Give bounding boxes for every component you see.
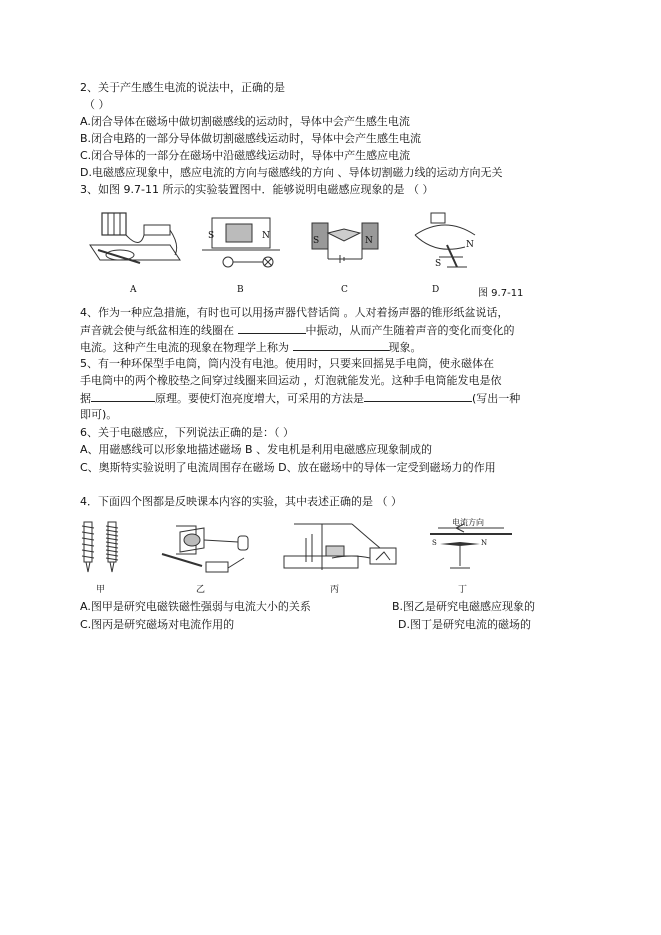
figure-c-s-pole: S <box>313 236 320 246</box>
q6-options-ab: A、用磁感线可以形象地描述磁场 B 、发电机是利用电磁感应现象制成的 <box>80 443 433 456</box>
figure-yi-apparatus <box>152 518 252 580</box>
q2-option-b: B.闭合电路的一部分导体做切割磁感线运动时，导体中会产生感生电流 <box>80 132 422 145</box>
figure-jia-label: 甲 <box>96 585 106 595</box>
q2-answer-paren: （ ） <box>84 98 110 111</box>
q4-line-2-end: 中振动，从而产生随着声音的变化而变化的 <box>305 324 515 337</box>
q4-line-3-start: 电流。这种产生电流的现象在物理学上称为 <box>80 341 293 354</box>
figure-ding-label: 丁 <box>458 585 468 595</box>
figure-b-label: B <box>237 285 244 295</box>
figure-jia-electromagnets <box>78 518 128 578</box>
q5-blank-2[interactable] <box>364 390 472 402</box>
q4-line-2 <box>80 322 515 339</box>
q4-blank-2[interactable] <box>293 339 389 351</box>
figure-b-s-pole: S <box>208 231 215 241</box>
q5-line-3-mid: 原理。要使灯泡亮度增大，可采用的方法是 <box>155 392 364 405</box>
q5-blank-1[interactable] <box>91 390 155 402</box>
figure-c-n-pole: N <box>365 236 373 246</box>
q3-stem: 3、如图 9.7-11 所示的实验装置图中．能够说明电磁感应现象的是 （ ） <box>80 183 434 196</box>
q5-line-1: 5、有一种环保型手电筒，筒内没有电池。使用时，只要来回摇晃手电筒，使永磁体在 <box>80 357 494 370</box>
q7-stem: 4．下面四个图都是反映课本内容的实验，其中表述正确的是 （ ） <box>80 495 402 508</box>
figure-bing-label: 丙 <box>330 585 340 595</box>
figure-ding-s-pole: S <box>432 539 437 547</box>
q7-option-d: D.图丁是研究电流的磁场的 <box>398 618 531 631</box>
figure-ding-n-pole: N <box>481 539 488 547</box>
q5-line-3-end: (写出一种 <box>472 392 521 405</box>
q7-option-c: C.图丙是研究磁场对电流作用的 <box>80 618 235 631</box>
q2-option-d: D.电磁感应现象中，感应电流的方向与磁感线的方向 、导体切割磁力线的运动方向无关 <box>80 166 503 179</box>
figure-a-apparatus <box>80 205 190 285</box>
q5-line-4: 即可)。 <box>80 408 118 421</box>
figure-d-s-pole: S <box>435 259 442 269</box>
q4-line-3-end: 现象。 <box>388 341 422 354</box>
figure-b-n-pole: N <box>262 231 270 241</box>
figure-ding-apparatus <box>420 522 520 580</box>
q4-line-1: 4、作为一种应急措施，有时也可以用扬声器代替话筒 。人对着扬声器的锥形纸盆说话， <box>80 306 509 319</box>
figure-yi-label: 乙 <box>196 585 206 595</box>
q6-options-cd: C、奥斯特实验说明了电流周围存在磁场 D、放在磁场中的导体一定受到磁场力的作用 <box>80 461 496 474</box>
figure-a-label: A <box>130 285 137 295</box>
q2-option-a: A.闭合导体在磁场中做切割磁感线的运动时，导体中会产生感生电流 <box>80 115 410 128</box>
figure-bing-apparatus <box>272 518 402 580</box>
q4-line-2-start: 声音就会使与纸盆相连的线圈在 <box>80 324 238 337</box>
q7-option-a: A.图甲是研究电磁铁磁性强弱与电流大小的关系 <box>80 600 311 613</box>
q4-blank-1[interactable] <box>238 322 306 334</box>
figure-c-label: C <box>341 285 348 295</box>
figure-ding-current-label: 电流方向 <box>452 518 484 527</box>
q5-line-2: 手电筒中的两个橡胶垫之间穿过线圈来回运动 ，灯泡就能发光。这种手电筒能发电是依 <box>80 374 502 387</box>
q2-option-c: C.闭合导体的一部分在磁场中沿磁感线运动时，导体中产生感应电流 <box>80 149 411 162</box>
figure-b-apparatus <box>200 210 290 280</box>
q5-line-3-start: 据 <box>80 392 91 405</box>
figure-d-label: D <box>432 285 440 295</box>
figure-d-n-pole: N <box>466 240 474 250</box>
q4-line-3 <box>80 339 422 356</box>
figure-caption: 图 9.7-11 <box>478 288 524 299</box>
q5-line-3 <box>80 390 520 407</box>
q2-stem: 2、关于产生感生电流的说法中，正确的是 <box>80 81 285 94</box>
q7-option-b: B.图乙是研究电磁感应现象的 <box>392 600 536 613</box>
q6-stem: 6、关于电磁感应，下列说法正确的是：（ ） <box>80 426 294 439</box>
